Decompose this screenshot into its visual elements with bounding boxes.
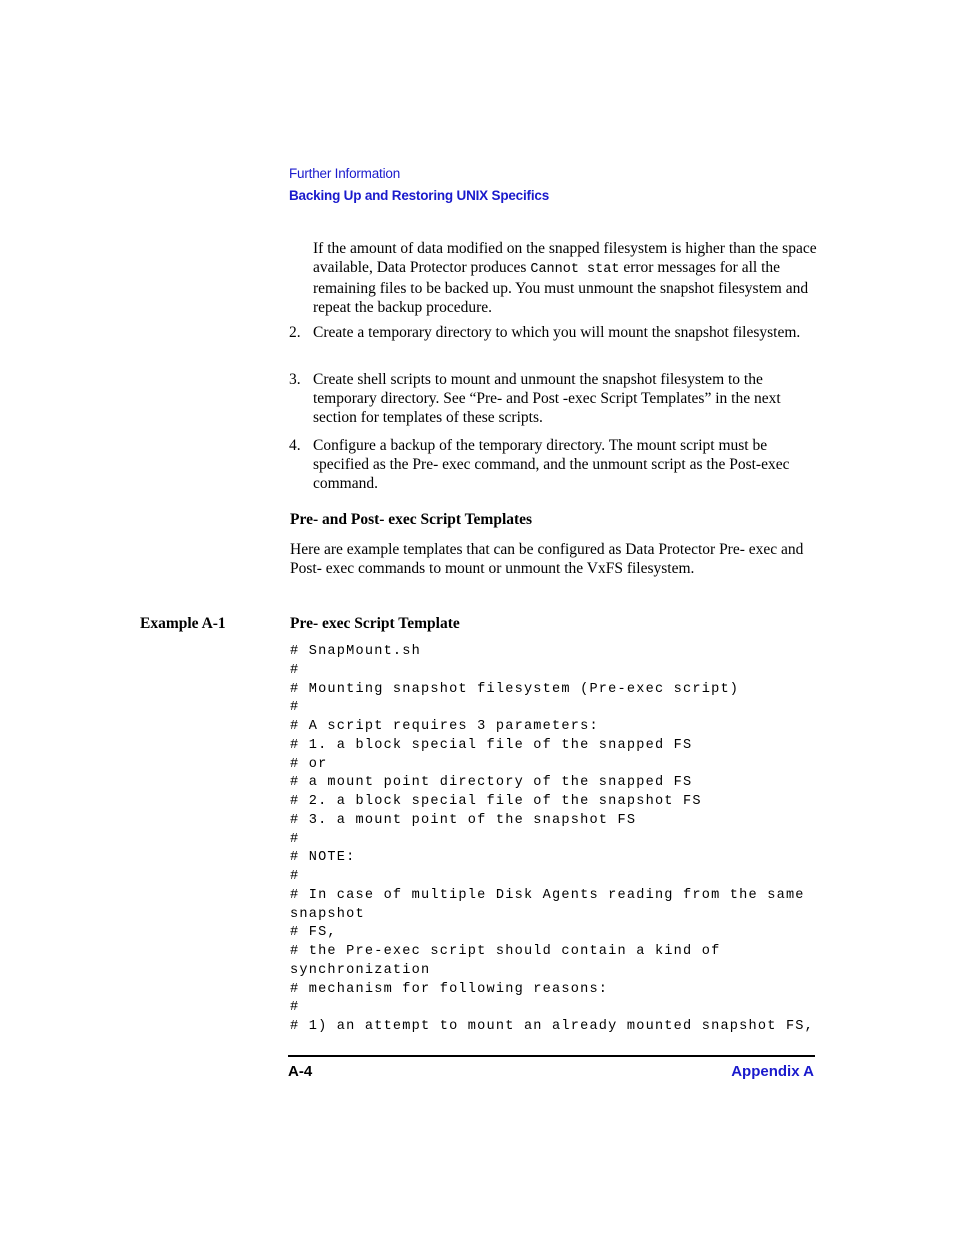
code-line: # a mount point directory of the snapped FS [290, 775, 693, 791]
footer-divider [288, 1055, 815, 1057]
code-line: # 1. a block special file of the snapped FS [290, 737, 693, 753]
list-item-step-2 [289, 323, 819, 363]
intro-text-after: error messages for all the remaining files to be backed up. You must unmount the snapshot filesystem and repeat the backup procedure. [313, 259, 809, 316]
running-header-subsection: Backing Up and Restoring UNIX Specifics [289, 188, 550, 203]
list-item-step-3 [289, 370, 819, 428]
code-line: # Mounting snapshot filesystem (Pre-exec script) [290, 681, 740, 697]
running-header-section: Further Information [289, 166, 400, 181]
code-line: # or [290, 756, 328, 772]
code-line: snapshot [290, 906, 365, 922]
footer-chapter-link[interactable]: Appendix A [731, 1063, 814, 1080]
code-line: # A script requires 3 parameters: [290, 719, 599, 734]
code-line: # In case of multiple Disk Agents reading from the same [290, 887, 805, 903]
code-line: # [290, 831, 300, 847]
code-line: # [290, 1000, 300, 1016]
page-number: A-4 [288, 1063, 313, 1080]
code-line: # 2. a block special file of the snapshot FS [290, 794, 702, 809]
example-title: Pre- exec Script Template [290, 615, 460, 632]
step-text: Create shell scripts to mount and unmount the snapshot filesystem to the temporary directory. See “Pre- and Post -exec Script Templates” in the next section for templates of these scripts. [313, 371, 781, 426]
inline-code-cannot-stat: Cannot stat [530, 262, 620, 277]
templates-paragraph: Here are example templates that can be configured as Data Protector Pre- exec and Post- exec commands to mount or unmount the VxFS filesystem. [290, 541, 804, 577]
step-text: Create a temporary directory to which you will mount the snapshot filesystem. [313, 324, 801, 341]
code-line: # NOTE: [290, 850, 356, 866]
code-line: # FS, [290, 925, 337, 941]
code-line: # 1) an attempt to mount an already mounted snapshot FS, [290, 1019, 815, 1034]
step-number: 3. [289, 371, 301, 388]
step-number: 4. [289, 437, 301, 454]
code-line: # [290, 700, 300, 716]
intro-text-before: If the amount of data modified on the snapped filesystem is higher than the space available, Data Protector produces [313, 240, 817, 276]
code-line: # the Pre-exec script should contain a kind of [290, 944, 721, 959]
code-line: # 3. a mount point of the snapshot FS [290, 812, 637, 828]
step-text: Configure a backup of the temporary directory. The mount script must be specified as the Pre- exec command, and the unmount script as the Post-exec command. [313, 437, 790, 492]
step-number: 2. [289, 324, 301, 341]
code-line: # [290, 662, 300, 678]
code-line: # [290, 869, 300, 884]
code-line: # mechanism for following reasons: [290, 981, 609, 997]
example-label: Example A-1 [140, 615, 226, 632]
code-line: synchronization [290, 962, 431, 978]
section-heading-script-templates: Pre- and Post- exec Script Templates [290, 511, 533, 528]
code-line: # SnapMount.sh [290, 644, 422, 659]
code-listing [290, 643, 820, 1037]
list-item-step-4 [289, 436, 819, 494]
intro-paragraph [313, 239, 818, 317]
